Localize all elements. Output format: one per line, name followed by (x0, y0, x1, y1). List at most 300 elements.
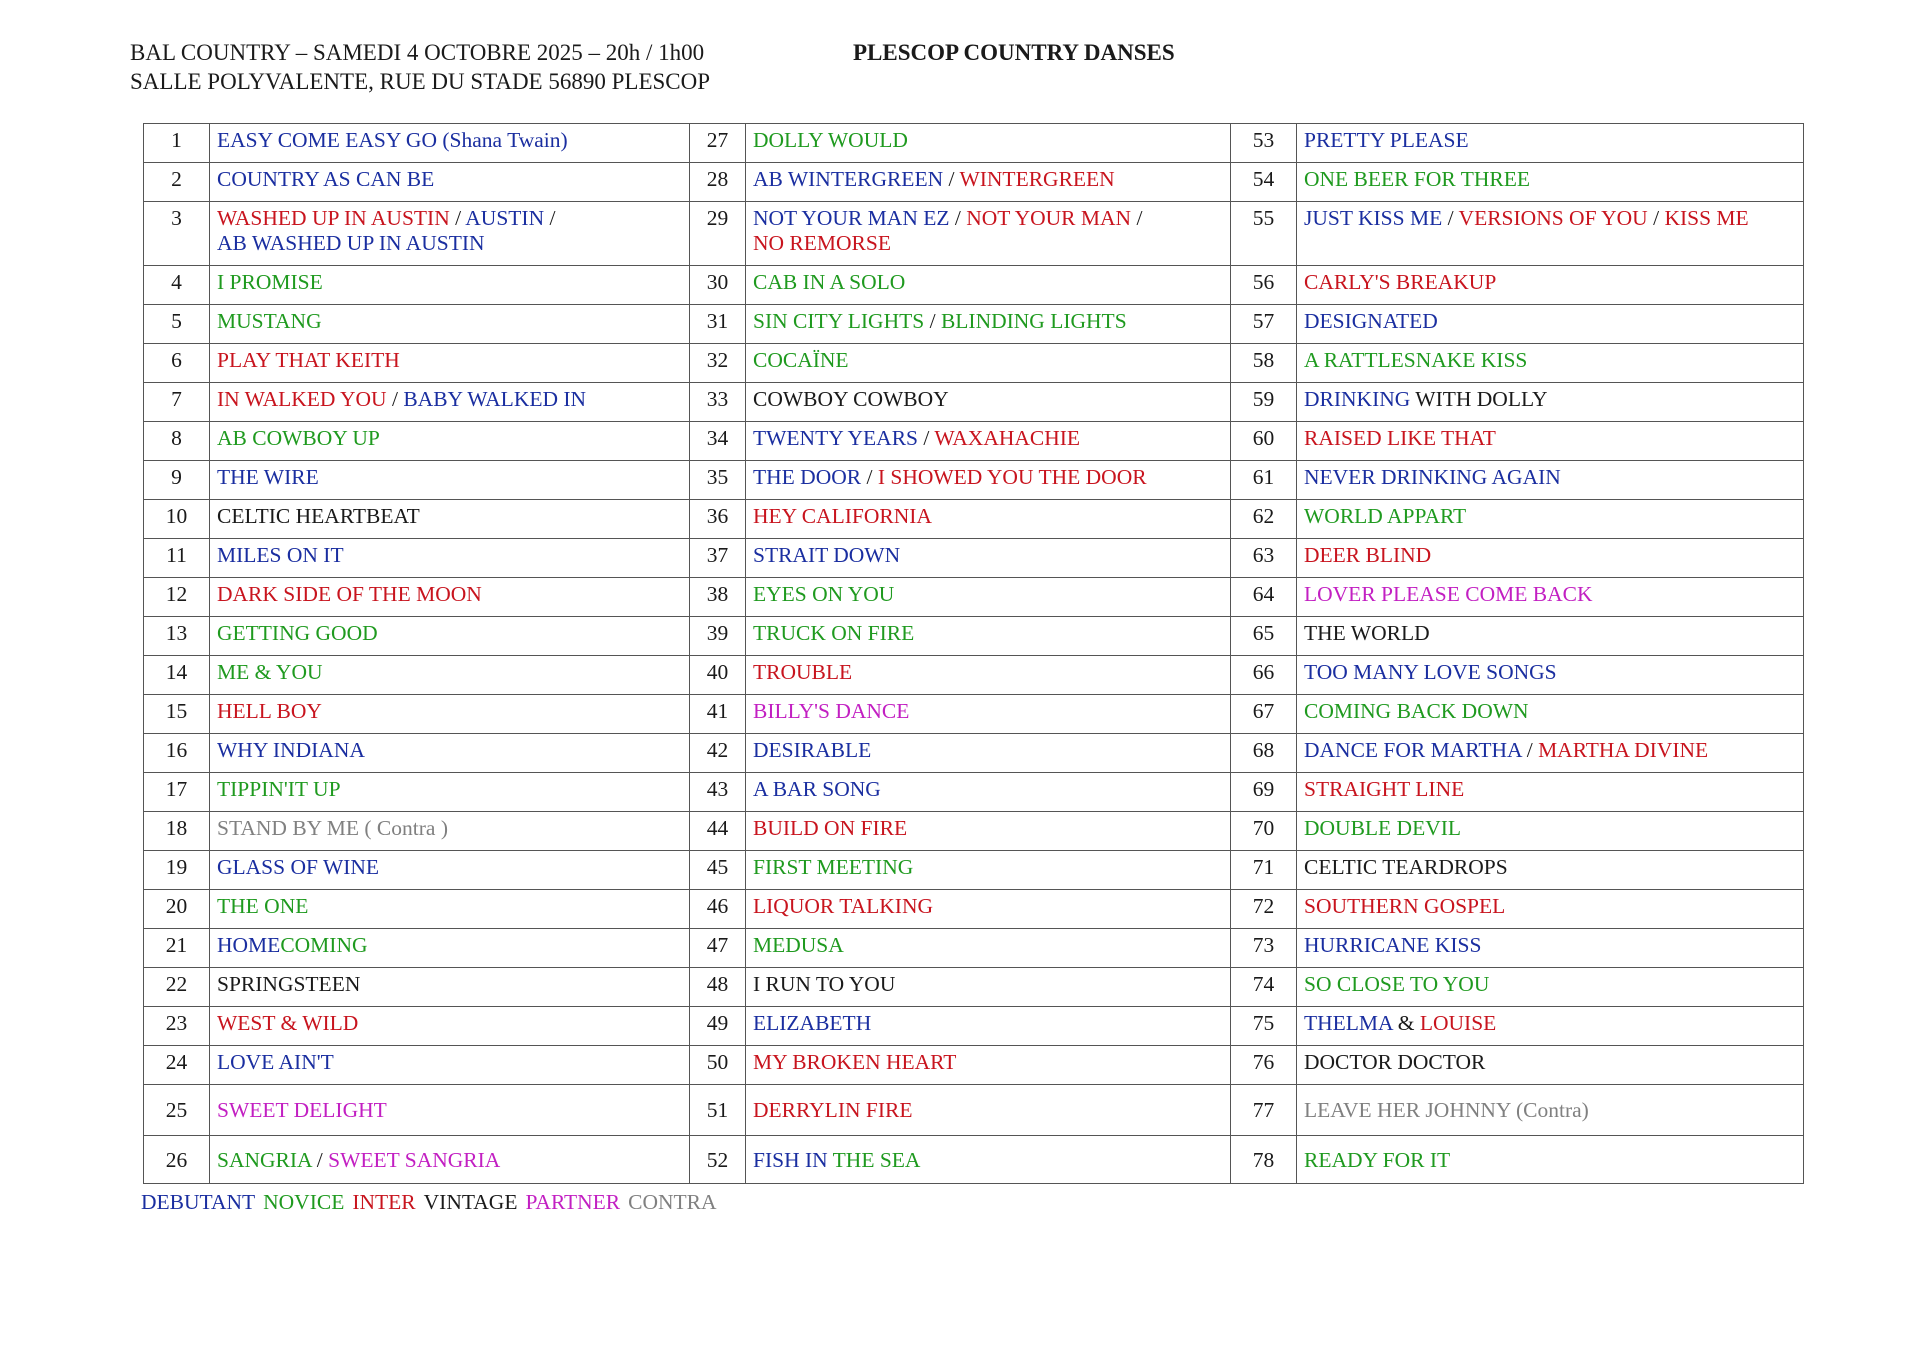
dance-title-part: I SHOWED YOU THE DOOR (877, 465, 1147, 489)
dance-title-part: THE ONE (217, 894, 309, 918)
dance-number: 51 (690, 1085, 746, 1136)
dance-title (746, 461, 1231, 500)
dance-title (210, 422, 690, 461)
dance-title (210, 1007, 690, 1046)
dance-number: 77 (1231, 1085, 1297, 1136)
dance-title-part: WEST & WILD (217, 1011, 359, 1035)
dance-title-part: / (918, 426, 935, 450)
dance-title (746, 383, 1231, 422)
dance-number: 67 (1231, 695, 1297, 734)
dance-title (210, 383, 690, 422)
table-row (144, 1085, 1804, 1136)
table-row (144, 1136, 1804, 1184)
dance-number: 33 (690, 383, 746, 422)
dance-number: 27 (690, 124, 746, 163)
dance-title-part: SO CLOSE TO YOU (1304, 972, 1490, 996)
dance-title-part: / (311, 1147, 329, 1172)
dance-title-part: SOUTHERN GOSPEL (1304, 894, 1506, 918)
dance-title-part: WASHED UP IN AUSTIN (217, 206, 450, 230)
event-title: BAL COUNTRY – SAMEDI 4 OCTOBRE 2025 – 20h / 1h00 (130, 40, 705, 65)
dance-title-part: LOVER PLEASE COME BACK (1304, 582, 1593, 606)
dance-title-part: / (544, 206, 556, 230)
table-row (144, 539, 1804, 578)
dance-title (210, 773, 690, 812)
dance-title-part: LOUISE (1419, 1011, 1497, 1035)
dance-title-part: MEDUSA (753, 933, 844, 957)
dance-title (746, 578, 1231, 617)
dance-number: 8 (144, 422, 210, 461)
table-row (144, 344, 1804, 383)
dance-title-part: I PROMISE (217, 270, 323, 294)
dance-title (746, 266, 1231, 305)
legend-item-novice: NOVICE (263, 1190, 345, 1214)
dance-title-part: SWEET SANGRIA (328, 1147, 501, 1172)
dance-title (1297, 305, 1804, 344)
dance-title-part: A RATTLESNAKE KISS (1304, 348, 1528, 372)
dance-title-part: READY FOR IT (1304, 1147, 1451, 1172)
dance-title (746, 812, 1231, 851)
dance-title (210, 163, 690, 202)
dance-number: 40 (690, 656, 746, 695)
dance-title-part: CELTIC TEARDROPS (1304, 855, 1508, 879)
dance-title (1297, 1046, 1804, 1085)
dance-number: 37 (690, 539, 746, 578)
dance-title-part: DANCE FOR MARTHA (1304, 738, 1522, 762)
table-row (144, 656, 1804, 695)
dance-title-part: STRAIT DOWN (753, 543, 901, 567)
dance-number: 74 (1231, 968, 1297, 1007)
dance-number: 58 (1231, 344, 1297, 383)
dance-title (210, 1085, 690, 1136)
dance-number: 64 (1231, 578, 1297, 617)
event-header (130, 38, 710, 96)
dance-title (1297, 124, 1804, 163)
table-row (144, 890, 1804, 929)
dance-title-part: WITH DOLLY (1410, 387, 1548, 411)
dance-title-part: STAND BY ME ( Contra ) (217, 816, 448, 840)
dance-title-part: SANGRIA (217, 1147, 312, 1172)
dance-number: 56 (1231, 266, 1297, 305)
dance-number: 15 (144, 695, 210, 734)
dance-title (210, 812, 690, 851)
dance-title (1297, 773, 1804, 812)
dance-number: 29 (690, 202, 746, 266)
dance-title-part: / (1442, 206, 1459, 230)
dance-title-part: COMING BACK DOWN (1304, 699, 1529, 723)
dance-number: 43 (690, 773, 746, 812)
table-row (144, 422, 1804, 461)
dance-title-part: ONE BEER FOR THREE (1304, 167, 1530, 191)
dance-title-part: TRUCK ON FIRE (753, 621, 915, 645)
dance-number: 30 (690, 266, 746, 305)
dance-title-part: COUNTRY AS CAN BE (217, 167, 435, 191)
dance-title-part: WAXAHACHIE (934, 426, 1081, 450)
dance-title (210, 929, 690, 968)
dance-number: 46 (690, 890, 746, 929)
dance-number: 50 (690, 1046, 746, 1085)
dance-number: 22 (144, 968, 210, 1007)
dance-title-part: NO REMORSE (753, 231, 891, 255)
legend-item-contra: CONTRA (628, 1190, 717, 1214)
dance-title-part: MUSTANG (217, 309, 322, 333)
dance-title (746, 968, 1231, 1007)
dance-title-part: SWEET DELIGHT (217, 1098, 387, 1122)
dance-title-part: I RUN TO YOU (753, 972, 896, 996)
dance-title (746, 734, 1231, 773)
dance-title (746, 929, 1231, 968)
dance-number: 78 (1231, 1136, 1297, 1184)
dance-title-part: / (924, 309, 941, 333)
dance-title-part: DESIRABLE (753, 738, 872, 762)
dance-title-part: / (949, 206, 967, 230)
dance-title (746, 202, 1231, 266)
dance-number: 42 (690, 734, 746, 773)
dance-title-part: GETTING GOOD (217, 621, 378, 645)
dance-number: 20 (144, 890, 210, 929)
dance-title-part: TROUBLE (753, 660, 853, 684)
dance-title (210, 578, 690, 617)
dance-title (746, 1007, 1231, 1046)
dance-title-part: HELL BOY (217, 699, 322, 723)
dance-title-part: AB WASHED UP IN AUSTIN (217, 231, 485, 255)
table-row (144, 500, 1804, 539)
dance-number: 66 (1231, 656, 1297, 695)
dance-title-part: TWENTY YEARS (753, 426, 919, 450)
table-row (144, 851, 1804, 890)
dance-title (210, 851, 690, 890)
dance-title-part: DESIGNATED (1304, 309, 1438, 333)
table-row (144, 266, 1804, 305)
dance-title (1297, 1136, 1804, 1184)
dance-title-part: STRAIGHT LINE (1304, 777, 1465, 801)
dance-title-part: MILES ON IT (217, 543, 344, 567)
dance-number: 73 (1231, 929, 1297, 968)
table-row (144, 461, 1804, 500)
dance-title-part: PLAY THAT KEITH (217, 348, 400, 372)
dance-title-part: THE SEA (827, 1147, 921, 1172)
dance-title (1297, 383, 1804, 422)
dance-title-part: (Shana Twain) (437, 128, 568, 152)
dance-title (210, 734, 690, 773)
dance-title (1297, 890, 1804, 929)
dance-title (746, 163, 1231, 202)
dance-title (1297, 929, 1804, 968)
dance-title (746, 1136, 1231, 1184)
dance-title-part: DOUBLE DEVIL (1304, 816, 1462, 840)
dance-title-part: DRINKING (1304, 387, 1411, 411)
dance-title-part: THE DOOR (753, 465, 862, 489)
dance-title (746, 695, 1231, 734)
dance-title-part: KISS ME (1664, 206, 1749, 230)
dance-title (746, 500, 1231, 539)
dance-title (210, 890, 690, 929)
dance-title-part: / (1521, 738, 1539, 762)
dance-title (1297, 578, 1804, 617)
dance-number: 23 (144, 1007, 210, 1046)
dance-title (1297, 500, 1804, 539)
dance-title (746, 890, 1231, 929)
dance-number: 70 (1231, 812, 1297, 851)
dance-number: 12 (144, 578, 210, 617)
dance-title (1297, 656, 1804, 695)
dance-title (210, 124, 690, 163)
dance-title (1297, 266, 1804, 305)
dance-number: 26 (144, 1136, 210, 1184)
dance-title-part: ME & YOU (217, 660, 323, 684)
table-row (144, 124, 1804, 163)
table-row (144, 578, 1804, 617)
dance-title (210, 617, 690, 656)
dance-title-part: HEY CALIFORNIA (753, 504, 932, 528)
dance-number: 63 (1231, 539, 1297, 578)
dance-number: 18 (144, 812, 210, 851)
dance-number: 31 (690, 305, 746, 344)
dance-title (1297, 617, 1804, 656)
dance-number: 34 (690, 422, 746, 461)
dance-title-part: NOT YOUR MAN EZ (753, 206, 950, 230)
dance-list-table (143, 123, 1804, 1184)
dance-title (1297, 695, 1804, 734)
dance-title (1297, 163, 1804, 202)
dance-title-part: TOO MANY LOVE SONGS (1304, 660, 1557, 684)
dance-title-part: HURRICANE KISS (1304, 933, 1482, 957)
dance-title-part: COCAÏNE (753, 348, 849, 372)
table-row (144, 163, 1804, 202)
dance-title-part: AB WINTERGREEN (753, 167, 944, 191)
table-row (144, 1046, 1804, 1085)
dance-title-part: THE WIRE (217, 465, 319, 489)
dance-title-part: & (1392, 1011, 1420, 1035)
dance-number: 55 (1231, 202, 1297, 266)
dance-title (746, 1085, 1231, 1136)
dance-title-part: / (943, 167, 960, 191)
dance-title (1297, 344, 1804, 383)
dance-title-part: / (861, 465, 878, 489)
table-row (144, 929, 1804, 968)
dance-title-part: DERRYLIN FIRE (753, 1098, 913, 1122)
dance-title (210, 500, 690, 539)
dance-number: 21 (144, 929, 210, 968)
dance-number: 47 (690, 929, 746, 968)
dance-title (1297, 539, 1804, 578)
dance-number: 1 (144, 124, 210, 163)
dance-title-part: BLINDING LIGHTS (940, 309, 1127, 333)
dance-number: 10 (144, 500, 210, 539)
dance-number: 4 (144, 266, 210, 305)
dance-list-body (144, 124, 1804, 1184)
dance-title-part: COWBOY COWBOY (753, 387, 949, 411)
dance-title-part: / (449, 206, 466, 230)
dance-title-part: FISH IN (753, 1147, 828, 1172)
dance-title (746, 773, 1231, 812)
dance-number: 28 (690, 163, 746, 202)
club-name: PLESCOP COUNTRY DANSES (853, 40, 1175, 65)
dance-title-part: BILLY'S DANCE (753, 699, 910, 723)
dance-title-part: JUST KISS ME (1304, 206, 1443, 230)
dance-title-part: AB COWBOY UP (217, 426, 380, 450)
dance-number: 6 (144, 344, 210, 383)
dance-number: 65 (1231, 617, 1297, 656)
dance-number: 24 (144, 1046, 210, 1085)
table-row (144, 773, 1804, 812)
dance-number: 17 (144, 773, 210, 812)
dance-number: 68 (1231, 734, 1297, 773)
dance-title-part: BUILD ON FIRE (753, 816, 908, 840)
table-row (144, 812, 1804, 851)
dance-title (210, 202, 690, 266)
dance-title-part: ELIZABETH (753, 1011, 872, 1035)
legend-item-inter: INTER (352, 1190, 416, 1214)
dance-title (210, 539, 690, 578)
dance-title-part: RAISED LIKE THAT (1304, 426, 1496, 450)
dance-title-part: TIPPIN'IT UP (217, 777, 341, 801)
dance-number: 32 (690, 344, 746, 383)
event-venue: SALLE POLYVALENTE, RUE DU STADE 56890 PLESCOP (130, 69, 711, 94)
dance-number: 2 (144, 163, 210, 202)
legend-item-vintage: VINTAGE (423, 1190, 518, 1214)
dance-number: 57 (1231, 305, 1297, 344)
dance-number: 44 (690, 812, 746, 851)
dance-title-part: / (1647, 206, 1665, 230)
dance-number: 14 (144, 656, 210, 695)
dance-title (746, 1046, 1231, 1085)
dance-number: 41 (690, 695, 746, 734)
dance-title-part: HOME (217, 933, 281, 957)
dance-title-part: LIQUOR TALKING (753, 894, 934, 918)
dance-title-part: WINTERGREEN (959, 167, 1115, 191)
dance-title (746, 422, 1231, 461)
dance-title-part: WHY INDIANA (217, 738, 365, 762)
dance-title (210, 344, 690, 383)
level-legend (141, 1190, 725, 1215)
dance-title-part: SPRINGSTEEN (217, 972, 361, 996)
dance-title-part: EASY COME EASY GO (217, 128, 437, 152)
dance-title-part: DARK SIDE OF THE MOON (217, 582, 482, 606)
dance-number: 9 (144, 461, 210, 500)
dance-number: 13 (144, 617, 210, 656)
dance-title-part: CARLY'S BREAKUP (1304, 270, 1497, 294)
dance-title (746, 851, 1231, 890)
dance-title (746, 539, 1231, 578)
dance-number: 54 (1231, 163, 1297, 202)
dance-title (1297, 422, 1804, 461)
dance-number: 69 (1231, 773, 1297, 812)
table-row (144, 968, 1804, 1007)
dance-title (210, 305, 690, 344)
dance-number: 75 (1231, 1007, 1297, 1046)
dance-title-part: VERSIONS OF YOU (1458, 206, 1648, 230)
dance-number: 76 (1231, 1046, 1297, 1085)
dance-title (1297, 968, 1804, 1007)
dance-number: 38 (690, 578, 746, 617)
dance-number: 11 (144, 539, 210, 578)
dance-title-part: DOLLY WOULD (753, 128, 908, 152)
dance-number: 53 (1231, 124, 1297, 163)
dance-title (210, 656, 690, 695)
dance-title (1297, 1085, 1804, 1136)
dance-number: 35 (690, 461, 746, 500)
dance-number: 61 (1231, 461, 1297, 500)
table-row (144, 734, 1804, 773)
dance-number: 48 (690, 968, 746, 1007)
dance-number: 5 (144, 305, 210, 344)
dance-title (746, 124, 1231, 163)
dance-title-part: DEER BLIND (1304, 543, 1432, 567)
dance-title-part: PRETTY PLEASE (1304, 128, 1469, 152)
dance-title-part: MY BROKEN HEART (753, 1050, 957, 1074)
dance-title (210, 1046, 690, 1085)
table-row (144, 202, 1804, 266)
dance-number: 52 (690, 1136, 746, 1184)
dance-number: 16 (144, 734, 210, 773)
dance-number: 45 (690, 851, 746, 890)
dance-title (1297, 1007, 1804, 1046)
dance-title-part: THE WORLD (1304, 621, 1430, 645)
dance-title-part: FIRST MEETING (753, 855, 914, 879)
dance-title-part: A BAR SONG (753, 777, 881, 801)
legend-item-partner: PARTNER (525, 1190, 621, 1214)
dance-title (1297, 851, 1804, 890)
dance-number: 49 (690, 1007, 746, 1046)
dance-title-part: CAB IN A SOLO (753, 270, 906, 294)
dance-number: 71 (1231, 851, 1297, 890)
dance-number: 62 (1231, 500, 1297, 539)
dance-title-part: WORLD APPART (1304, 504, 1467, 528)
dance-title (746, 305, 1231, 344)
table-row (144, 383, 1804, 422)
dance-title-part: / (386, 387, 404, 411)
table-row (144, 617, 1804, 656)
dance-title (746, 617, 1231, 656)
dance-title-part: MARTHA DIVINE (1538, 738, 1709, 762)
dance-title (1297, 461, 1804, 500)
dance-title-part: AUSTIN (465, 206, 545, 230)
dance-title (1297, 812, 1804, 851)
dance-title-part: LOVE AIN'T (217, 1050, 334, 1074)
dance-number: 39 (690, 617, 746, 656)
dance-title (210, 1136, 690, 1184)
dance-title (746, 656, 1231, 695)
dance-number: 60 (1231, 422, 1297, 461)
dance-title-part: IN WALKED YOU (217, 387, 387, 411)
dance-title-part: BABY WALKED IN (403, 387, 587, 411)
dance-title (1297, 734, 1804, 773)
dance-title-part: NEVER DRINKING AGAIN (1304, 465, 1561, 489)
legend-item-debutant: DEBUTANT (141, 1190, 256, 1214)
dance-title (210, 695, 690, 734)
dance-number: 7 (144, 383, 210, 422)
dance-number: 25 (144, 1085, 210, 1136)
dance-number: 3 (144, 202, 210, 266)
dance-title-part: DOCTOR DOCTOR (1304, 1050, 1486, 1074)
dance-title (210, 461, 690, 500)
table-row (144, 305, 1804, 344)
dance-title (1297, 202, 1804, 266)
dance-number: 19 (144, 851, 210, 890)
dance-number: 72 (1231, 890, 1297, 929)
dance-title-part: GLASS OF WINE (217, 855, 380, 879)
dance-title-part: NOT YOUR MAN (966, 206, 1132, 230)
dance-title-part: LEAVE HER JOHNNY (Contra) (1304, 1098, 1589, 1122)
dance-title-part: COMING (280, 933, 368, 957)
dance-title (210, 968, 690, 1007)
table-row (144, 695, 1804, 734)
table-row (144, 1007, 1804, 1046)
dance-title (746, 344, 1231, 383)
dance-title-part: SIN CITY LIGHTS (753, 309, 925, 333)
dance-title-part: CELTIC HEARTBEAT (217, 504, 420, 528)
dance-title-part: EYES ON YOU (753, 582, 895, 606)
